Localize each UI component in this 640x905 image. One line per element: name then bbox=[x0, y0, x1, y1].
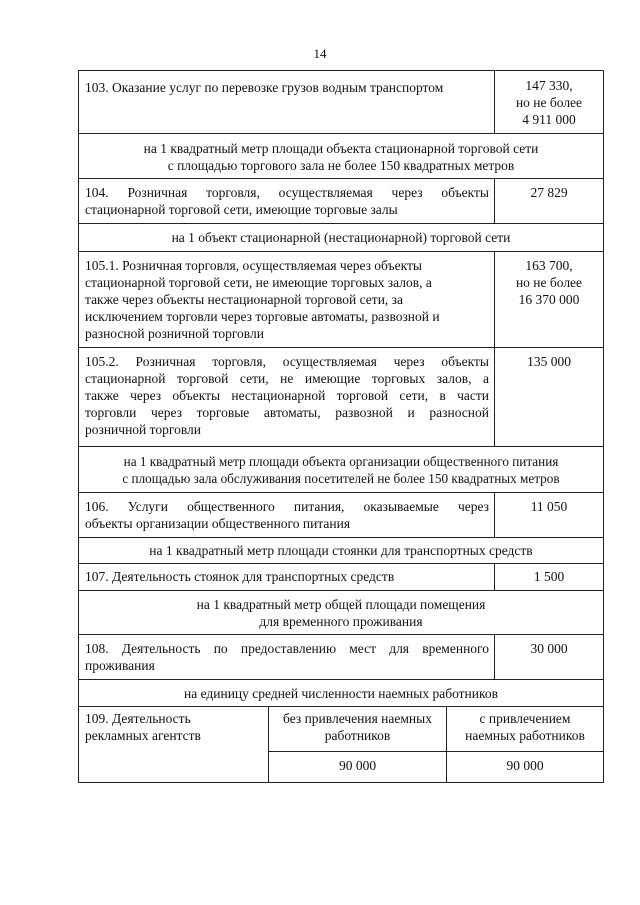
row-text: 104. Розничная торговля, осуществляемая через объекты bbox=[85, 185, 489, 200]
amount-value: 11 050 bbox=[530, 499, 568, 514]
column-header-without-employees bbox=[269, 707, 447, 751]
amount-line: 4 911 000 bbox=[522, 112, 576, 127]
row-amount bbox=[495, 179, 603, 223]
table-row-103 bbox=[79, 71, 603, 134]
row-text: также через объекты нестационарной торговой сети, за bbox=[85, 292, 404, 307]
row-amount bbox=[495, 348, 603, 446]
row-text: проживания bbox=[85, 658, 155, 673]
table-row-105-1 bbox=[79, 252, 603, 348]
table-row-108 bbox=[79, 635, 603, 680]
row-text: 103. Оказание услуг по перевозке грузов водным транспортом bbox=[85, 80, 444, 95]
amount-line: 163 700, bbox=[525, 258, 573, 273]
amount-line: 16 370 000 bbox=[518, 292, 580, 307]
amount-line: 147 330, bbox=[525, 78, 573, 93]
row-text: розничной торговли bbox=[85, 422, 201, 437]
section-header bbox=[79, 224, 603, 252]
header-line: наемных работников bbox=[465, 728, 585, 743]
amount-value: 90 000 bbox=[338, 758, 377, 773]
amount-line: но не более bbox=[515, 95, 583, 110]
table-row-107 bbox=[79, 564, 603, 591]
row-text: стационарной торговой сети, не имеющие торговых залов, а bbox=[85, 275, 432, 290]
amount-value: 30 000 bbox=[530, 641, 568, 656]
amount-value: 27 829 bbox=[530, 185, 568, 200]
value-without-employees bbox=[269, 752, 447, 782]
header-line: для временного проживания bbox=[259, 614, 423, 629]
row-text: исключением торговли через торговые автоматы, развозной и bbox=[85, 309, 440, 324]
row-description bbox=[79, 348, 495, 446]
header-line: на 1 объект стационарной (нестационарной) торговой сети bbox=[171, 230, 511, 245]
amount-line: но не более bbox=[515, 275, 583, 290]
header-line: с площадью зала обслуживания посетителей не более 150 квадратных метров bbox=[122, 471, 560, 486]
header-line: на 1 квадратный метр общей площади помещения bbox=[196, 597, 486, 612]
row-description bbox=[79, 493, 495, 537]
row-text: торговли через торговые автоматы, развозной и разносной bbox=[85, 405, 489, 420]
row-text: разносной розничной торговли bbox=[85, 326, 264, 341]
header-line: без привлечения наемных bbox=[283, 711, 432, 726]
row-description bbox=[79, 252, 495, 347]
value-with-employees bbox=[447, 752, 603, 782]
row-amount bbox=[495, 564, 603, 590]
row-description bbox=[79, 564, 495, 590]
header-line: с привлечением bbox=[479, 711, 571, 726]
row-text: рекламных агентств bbox=[85, 728, 201, 743]
page-number: 14 bbox=[313, 46, 327, 61]
row-text: 105.2. Розничная торговля, осуществляемая через объекты bbox=[85, 354, 489, 369]
header-line: на 1 квадратный метр площади объекта стационарной торговой сети bbox=[143, 141, 539, 156]
section-header bbox=[79, 538, 603, 564]
table-row-104 bbox=[79, 179, 603, 224]
section-header bbox=[79, 680, 603, 707]
row-description bbox=[79, 635, 495, 679]
column-values bbox=[269, 752, 603, 782]
row-description bbox=[79, 71, 495, 133]
row-text: 105.1. Розничная торговля, осуществляемая через объекты bbox=[85, 258, 422, 273]
amount-value: 90 000 bbox=[506, 758, 544, 773]
table-row-105-2 bbox=[79, 348, 603, 447]
header-line: на единицу средней численности наемных работников bbox=[183, 686, 498, 701]
column-headers bbox=[269, 707, 603, 752]
section-header bbox=[79, 134, 603, 179]
table-row-109 bbox=[79, 707, 603, 782]
column-header-with-employees bbox=[447, 707, 603, 751]
row-text: также через объекты нестационарной торговой сети, в части bbox=[85, 388, 489, 403]
row-text: 107. Деятельность стоянок для транспортных средств bbox=[85, 569, 395, 584]
row-amount bbox=[495, 71, 603, 133]
section-header bbox=[79, 591, 603, 635]
table-row-106 bbox=[79, 493, 603, 538]
row-description bbox=[79, 707, 269, 782]
row-description bbox=[79, 179, 495, 223]
row-amount bbox=[495, 252, 603, 347]
amount-value: 135 000 bbox=[527, 354, 571, 369]
row-text: 108. Деятельность по предоставлению мест для временного bbox=[85, 641, 489, 656]
section-header bbox=[79, 447, 603, 493]
tariff-table bbox=[78, 70, 604, 783]
row-text: 109. Деятельность bbox=[85, 711, 191, 726]
row-amount bbox=[495, 635, 603, 679]
header-line: на 1 квадратный метр площади объекта организации общественного питания bbox=[123, 454, 559, 469]
row-amount bbox=[495, 493, 603, 537]
row-text: 106. Услуги общественного питания, оказываемые через bbox=[85, 499, 489, 514]
row-109-columns bbox=[269, 707, 603, 782]
row-text: стационарной торговой сети, не имеющие торговых залов, а bbox=[85, 371, 489, 386]
header-line: на 1 квадратный метр площади стоянки для транспортных средств bbox=[149, 543, 533, 558]
header-line: работников bbox=[324, 728, 391, 743]
header-line: с площадью торгового зала не более 150 квадратных метров bbox=[167, 158, 515, 173]
row-text: стационарной торговой сети, имеющие торговые залы bbox=[85, 202, 398, 217]
row-text: объекты организации общественного питания bbox=[85, 516, 351, 531]
amount-value: 1 500 bbox=[533, 569, 565, 584]
